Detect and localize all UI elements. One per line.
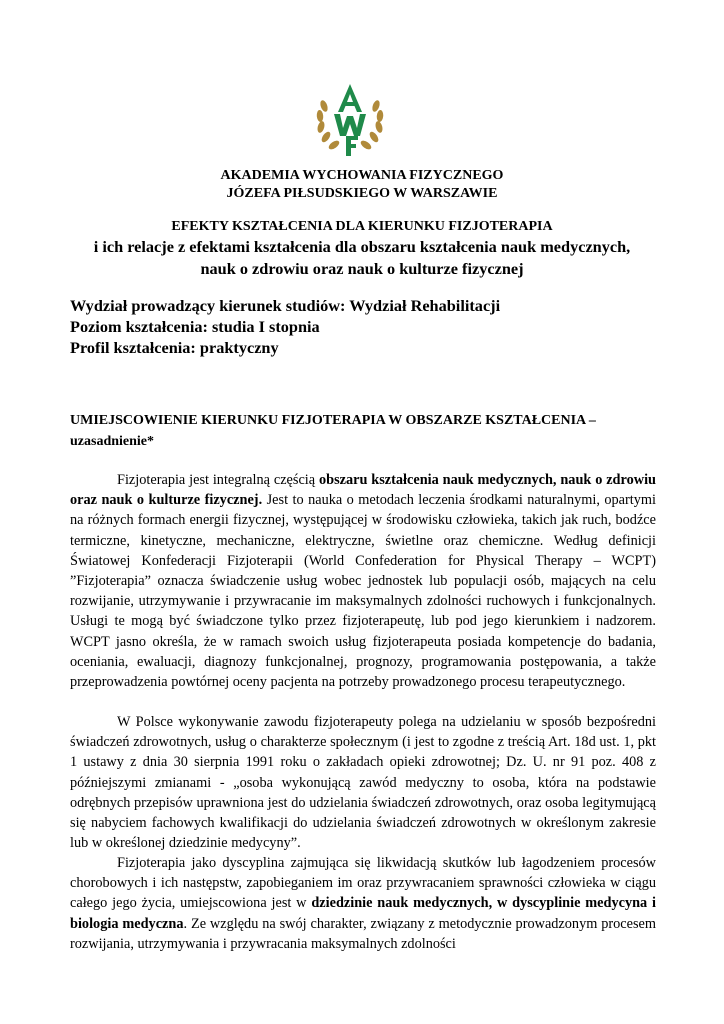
- awf-laurel-logo-icon: [314, 82, 386, 158]
- paragraph-text: . Ze względu na swój charakter, związany z metodycznie prowadzonym procesem rozwijania, utrzymywania i przywracania maksymalnych zdolności: [70, 915, 657, 952]
- profile-line: Profil kształcenia: praktyczny: [70, 338, 279, 357]
- paragraph-definition: [70, 470, 656, 692]
- paragraph-poland: [70, 712, 656, 853]
- faculty-line: Wydział prowadzący kierunek studiów: Wydział Rehabilitacji: [70, 296, 501, 315]
- paragraph-text: Jest to nauka o metodach leczenia środkami naturalnymi, opartymi na różnych formach energii fizycznej, występującej w środowisku człowieka, takich jak ruch, bodźce termiczne, kinetyczne, mechaniczne, elektryczne, świetlne oraz chemiczne. Według definicji Światowej Konfederacji Fizjoterapii (World Confederation for Physical Therapy – WCPT) ”Fizjoterapia” oznacza świadczenie usług wobec jednostek lub populacji osób, mających na celu rozwijanie, utrzymywanie i przywracanie im maksymalnych zdolności ruchowych i funkcjonalnych. Usługi te mogą być świadczone tylko przez fizjoterapeutę, lub pod jego kierunkiem i nadzorem. WCPT jasno określa, że w ramach swoich usług fizjoterapeuta posiada kompetencje do badania, oceniania, ewaluacji, diagnozy funkcjonalnej, prognozy, programowania postępowania, a także przeprowadzenia powtórnej oceny pacjenta na potrzeby prowadzonego procesu terapeutycznego.: [70, 492, 656, 691]
- paragraph-discipline: [70, 853, 656, 954]
- section-title-line2: uzasadnienie*: [70, 434, 155, 449]
- effects-title-line1: EFEKTY KSZTAŁCENIA DLA KIERUNKU FIZJOTERAPIA: [171, 219, 553, 234]
- effects-title-line2: i ich relacje z efektami kształcenia dla obszaru kształcenia nauk medycznych,: [93, 237, 631, 256]
- paragraph-bold-text: dziedzinie nauk medycznych, w dyscyplinie medycyna i biologia medyczna: [70, 895, 656, 932]
- effects-title-line3: nauk o zdrowiu oraz nauk o kulturze fizycznej: [200, 259, 524, 278]
- paragraph-text: Fizjoterapia jest integralną częścią: [117, 472, 319, 488]
- university-name-line2: JÓZEFA PIŁSUDSKIEGO W WARSZAWIE: [226, 186, 498, 201]
- paragraph-text: Fizjoterapia jako dyscyplina zajmująca się likwidacją skutków lub łagodzeniem procesów chorobowych i ich następstw, zapobieganiem im oraz przywracaniem sprawności człowieka w ciągu całego jego życia, umiejscowiona jest w: [70, 855, 656, 912]
- section-title-line1: UMIEJSCOWIENIE KIERUNKU FIZJOTERAPIA W OBSZARZE KSZTAŁCENIA –: [70, 413, 596, 428]
- level-line: Poziom kształcenia: studia I stopnia: [70, 317, 320, 336]
- university-name-line1: AKADEMIA WYCHOWANIA FIZYCZNEGO: [220, 168, 504, 183]
- paragraph-text: W Polsce wykonywanie zawodu fizjoterapeuty polega na udzielaniu w sposób bezpośredni świadczeń zdrowotnych, usług o charakterze społecznym (i jest to zgodne z treścią Art. 18d ust. 1, pkt 1 ustawy z dnia 30 sierpnia 1991 roku o zakładach opieki zdrowotnej; Dz. U. nr 91 poz. 408 z późniejszymi zmianami - „osoba wykonującą zawód medyczny to osoba, która na podstawie odrębnych przepisów uprawniona jest do udzielania świadczeń zdrowotnych, oraz osoba legitymującą się nabyciem fachowych kwalifikacji do udzielania świadczeń zdrowotnych w określonym zakresie lub w określonej dziedzinie medycyny”.: [70, 714, 656, 852]
- paragraph-bold-text: obszaru kształcenia nauk medycznych, nauk o zdrowiu oraz nauk o kulturze fizycznej.: [70, 472, 656, 509]
